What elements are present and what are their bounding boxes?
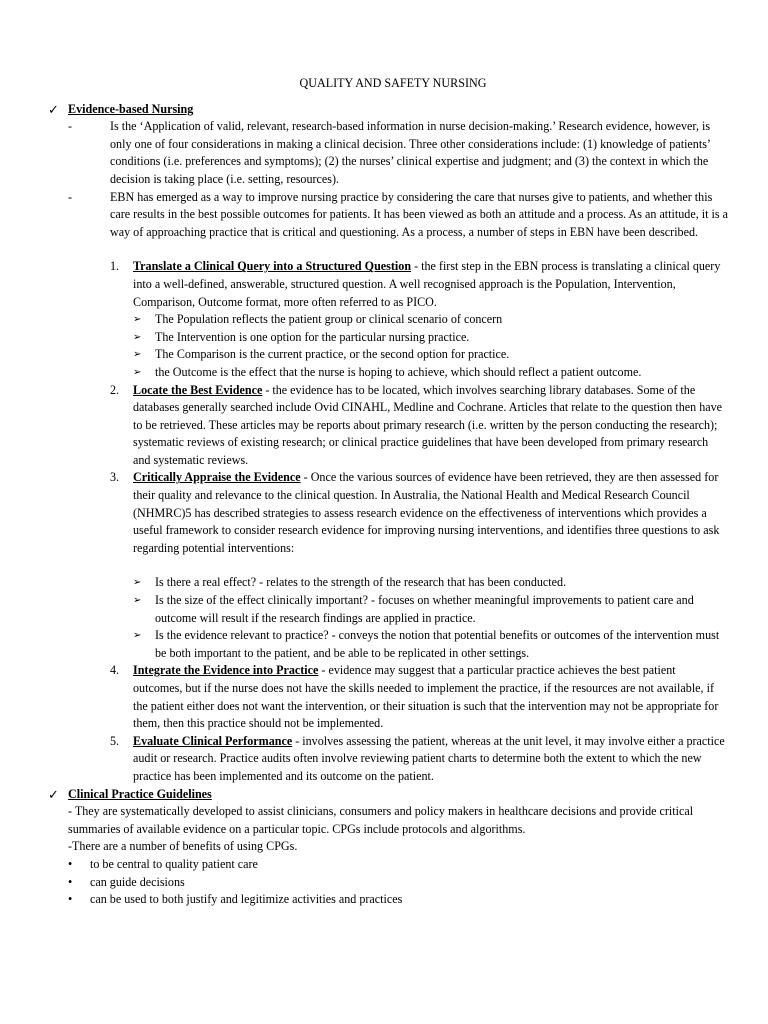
section-evidence-based-nursing <box>48 101 728 786</box>
section-heading: Evidence-based Nursing <box>68 101 194 116</box>
step-title: Critically Appraise the Evidence <box>133 470 301 485</box>
bullet-icon: • <box>68 856 73 871</box>
step-title: Locate the Best Evidence <box>133 382 263 397</box>
dash-item <box>68 189 728 242</box>
section-heading: Clinical Practice Guidelines <box>68 786 212 801</box>
sub-item <box>133 574 728 592</box>
arrow-bullet-icon: ➢ <box>133 349 142 361</box>
bullet-text: can be used to both justify and legitimize activities and practices <box>90 892 403 907</box>
step-text: - the first step in the EBN process is translating a clinical query into a well-defined, answerable, structured question. A well recognised approach is the Population, Intervention, Comparison, Outcome format, more often referred to as PICO. <box>133 259 721 309</box>
step-text: - Once the various sources of evidence have been retrieved, they are then assessed for their quality and relevance to the clinical question. In Australia, the National Health and Medical Research Council (NHMRC)5 has described strategies to assess research evidence on the effectiveness of interventions which provides a useful framework to consider research evidence for improving nursing interventions, and identifies three questions to ask regarding potential interventions: <box>133 470 720 555</box>
bullet-item <box>68 891 728 909</box>
paragraph: -There are a number of benefits of using CPGs. <box>68 839 298 854</box>
step-3 <box>68 469 728 662</box>
checkmark-icon: ✓ <box>48 101 59 117</box>
sub-item <box>133 346 728 364</box>
dash-marker: - <box>68 189 73 204</box>
sub-item <box>133 311 728 329</box>
sub-item-text: Is there a real effect? - relates to the strength of the research that has been conducted. <box>155 575 567 590</box>
step-number: 5. <box>110 733 120 748</box>
step-text: - the evidence has to be located, which involves searching library databases. Some of the databases generally searched include Ovid CINAHL, Medline and Cochrane. Articles that relate to the question then have to be retrieved. These articles may be reports about primary research (i.e. written by the person conducting the research); systematic reviews of existing research; or clinical practice guidelines that have been developed from primary research and systematic reviews. <box>133 382 723 467</box>
arrow-bullet-icon: ➢ <box>133 630 142 642</box>
sub-item <box>133 329 728 347</box>
arrow-bullet-icon: ➢ <box>133 366 142 378</box>
step-title: Evaluate Clinical Performance <box>133 733 293 748</box>
bullet-text: to be central to quality patient care <box>90 856 258 871</box>
step-number: 4. <box>110 663 120 678</box>
dash-marker: - <box>68 119 73 134</box>
step-text: - evidence may suggest that a particular practice achieves the best patient outcomes, but if the nurse does not have the skills needed to implement the practice, if the resources are not available, if the patient either does not want the intervention, or their situation is such that the intervention may not be appropriate for them, then this practice should not be implemented. <box>133 663 719 731</box>
bullet-icon: • <box>68 892 73 907</box>
sub-item-text: Is the evidence relevant to practice? - conveys the notion that potential benefits or outcomes of the intervention must be both important to the patient, and be able to be replicated in other settings. <box>155 628 720 660</box>
step-text: - involves assessing the patient, whereas at the unit level, it may involve either a practice audit or research. Practice audits often involve reviewing patient charts to determine both the extent to which the new practice has been implemented and its outcome on the patient. <box>133 733 725 783</box>
paragraph: - They are systematically developed to assist clinicians, consumers and policy makers in healthcare decisions and provide critical summaries of available evidence on a particular topic. CPGs include protocols and algorithms. <box>68 804 694 836</box>
step-number: 2. <box>110 382 120 397</box>
section-clinical-practice-guidelines <box>48 786 728 909</box>
dash-item-text: Is the ‘Application of valid, relevant, research-based information in nurse decision-making.’ Research evidence, however, is only one of four considerations in making a clinical decision. Three other considerations include: (1) knowledge of patients’ conditions (i.e. preferences and symptoms); (2) the nurses’ clinical expertise and judgment; and (3) the context in which the decision is taking place (i.e. setting, resources). <box>110 119 711 186</box>
sub-item-text: The Population reflects the patient group or clinical scenario of concern <box>155 312 503 327</box>
sub-item <box>133 627 728 662</box>
dash-item <box>68 118 728 188</box>
bullet-item <box>68 874 728 892</box>
step-number: 1. <box>110 259 120 274</box>
bullet-icon: • <box>68 874 73 889</box>
sub-item-text: The Comparison is the current practice, or the second option for practice. <box>155 347 510 362</box>
step-title: Translate a Clinical Query into a Structured Question <box>133 259 412 274</box>
sub-item-text: The Intervention is one option for the particular nursing practice. <box>155 329 470 344</box>
sub-item-text: the Outcome is the effect that the nurse is hoping to achieve, which should reflect a patient outcome. <box>155 364 642 379</box>
bullet-text: can guide decisions <box>90 874 185 889</box>
sub-item-text: Is the size of the effect clinically important? - focuses on whether meaningful improvements to patient care and outcome will result if the research findings are applied in practice. <box>155 593 694 625</box>
step-1 <box>68 258 728 381</box>
arrow-bullet-icon: ➢ <box>133 595 142 607</box>
arrow-bullet-icon: ➢ <box>133 331 142 343</box>
sub-item <box>133 364 728 382</box>
bullet-item <box>68 856 728 874</box>
step-2 <box>68 382 728 470</box>
step-5 <box>68 733 728 786</box>
dash-item-text: EBN has emerged as a way to improve nursing practice by considering the care that nurses give to patients, and whether this care results in the best possible outcomes for patients. It has been viewed as both an attitude and a process. As an attitude, it is a way of approaching practice that is critical and questioning. As a process, a number of steps in EBN have been described. <box>110 189 728 239</box>
sub-item <box>133 592 728 627</box>
checkmark-icon: ✓ <box>48 786 59 802</box>
document-title: QUALITY AND SAFETY NURSING <box>299 76 487 90</box>
arrow-bullet-icon: ➢ <box>133 314 142 326</box>
step-title: Integrate the Evidence into Practice <box>133 663 319 678</box>
step-number: 3. <box>110 470 120 485</box>
arrow-bullet-icon: ➢ <box>133 577 142 589</box>
step-4 <box>68 662 728 732</box>
